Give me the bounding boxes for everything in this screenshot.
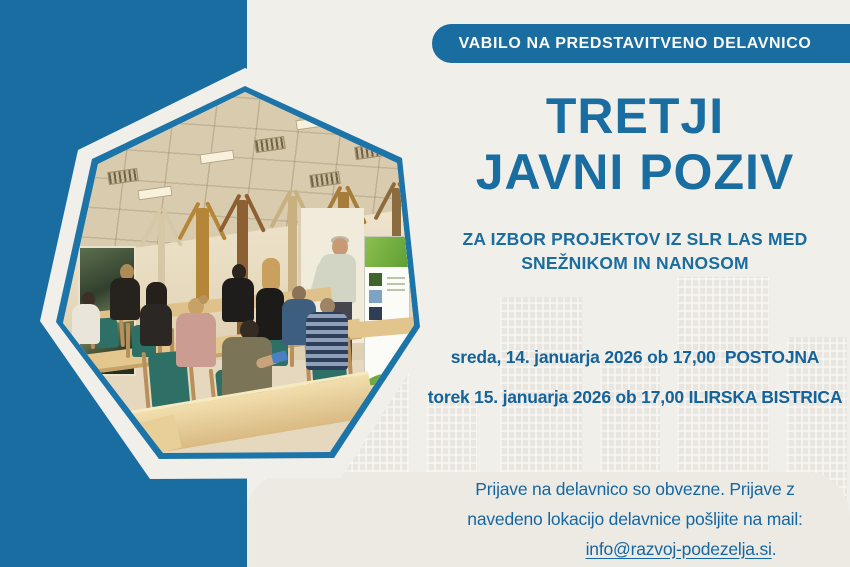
rollup-banner-textline: [387, 289, 405, 291]
attendee: [140, 304, 172, 346]
rollup-banner-photo: [369, 307, 382, 320]
attendee-hair-bun: [199, 295, 208, 304]
rollup-banner-header: [365, 237, 409, 267]
email-link[interactable]: info@razvoj-podezelja.si: [585, 539, 772, 559]
schedule: [405, 346, 850, 408]
badge-banner: [432, 24, 850, 63]
title-line-2: JAVNI POZIV: [475, 144, 795, 200]
schedule-line-ilirska-bistrica: torek 15. januarja 2026 ob 17,00 ILIRSKA BISTRICA: [427, 387, 843, 407]
attendee: [110, 278, 140, 320]
attendee: [222, 278, 254, 322]
schedule-line-postojna: sreda, 14. januarja 2026 ob 17,00 POSTOJNA: [450, 347, 820, 367]
rollup-banner-photo: [369, 273, 382, 286]
title-line-1: TRETJI: [545, 88, 725, 144]
email-suffix: .: [771, 539, 777, 559]
rollup-banner-photo: [369, 290, 382, 303]
poster-subtitle: [420, 227, 850, 275]
content-column: [420, 0, 850, 567]
rollup-banner-textline: [387, 283, 405, 285]
attendee: [72, 304, 100, 344]
subtitle-line-1: ZA IZBOR PROJEKTOV IZ SLR LAS MED: [462, 229, 808, 249]
note-line-1: Prijave na delavnico so obvezne. Prijave z: [475, 479, 795, 499]
note-line-2: navedeno lokacijo delavnice pošljite na mail:: [467, 509, 803, 529]
subtitle-line-2: SNEŽNIKOM IN NANOSOM: [521, 253, 749, 273]
attendee: [256, 288, 284, 340]
registration-note: [420, 474, 850, 564]
attendee: [306, 312, 348, 370]
attendee: [176, 313, 216, 367]
poster-title: [420, 88, 850, 200]
badge-label: VABILO NA PREDSTAVITVENO DELAVNICO: [458, 34, 812, 52]
attendee-head: [262, 258, 280, 292]
note-email-row: [466, 534, 850, 564]
rollup-banner-textline: [387, 277, 405, 279]
